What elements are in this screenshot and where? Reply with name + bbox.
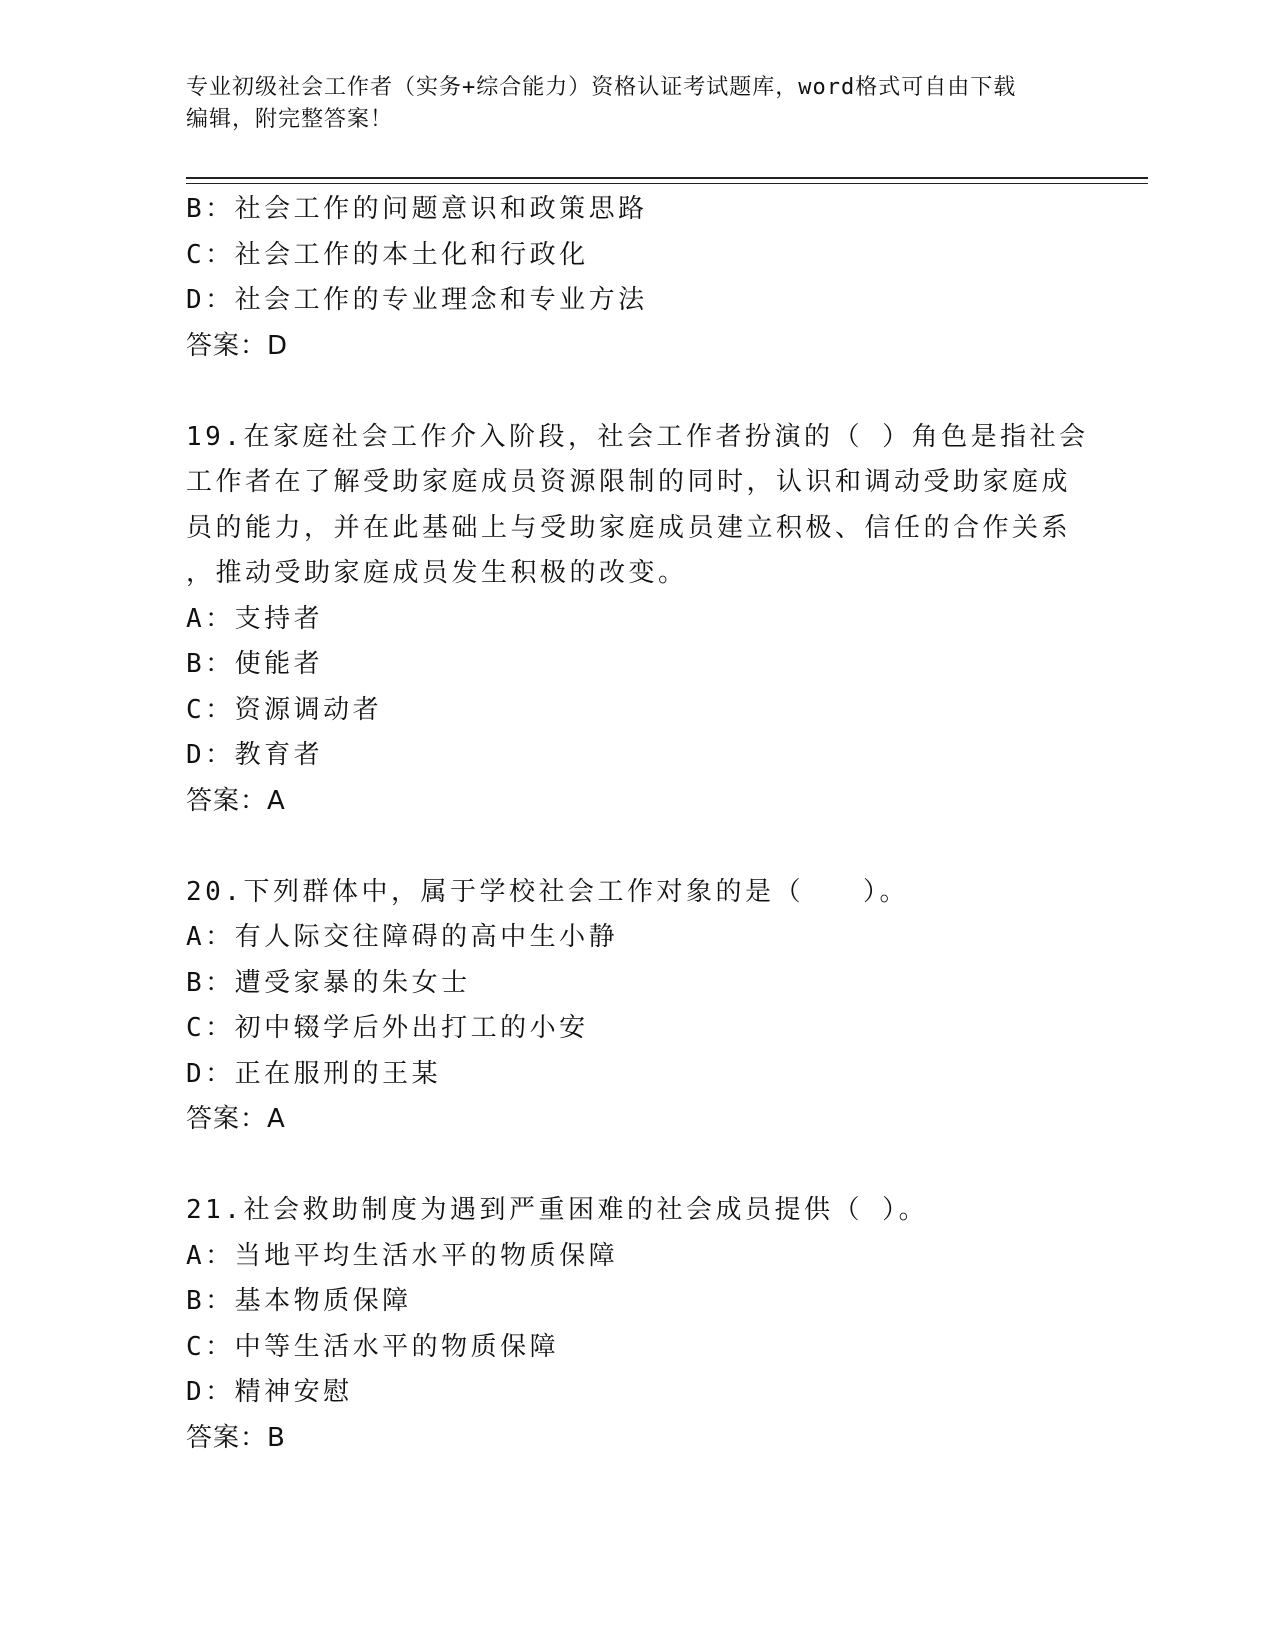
spacer [186, 369, 1066, 415]
document-header [186, 72, 1086, 136]
q19-stem-line-4: ，推动受助家庭成员发生积极的改变。 [186, 558, 688, 588]
q20-stem: 20.下列群体中，属于学校社会工作对象的是（ ）。 [186, 876, 909, 907]
q18-option-d: D：社会工作的专业理念和专业方法 [186, 285, 648, 315]
q19-stem-line-2: 工作者在了解受助家庭成员资源限制的同时，认识和调动受助家庭成 [186, 467, 1072, 497]
q19-option-b: B：使能者 [186, 649, 324, 679]
header-divider-thick [186, 177, 1148, 179]
q18-option-c: C：社会工作的本土化和行政化 [186, 239, 589, 270]
q21-option-d: D：精神安慰 [186, 1377, 353, 1407]
q21-option-b: B：基本物质保障 [186, 1286, 412, 1316]
q21-option-c: C：中等生活水平的物质保障 [186, 1331, 560, 1362]
question-18-block [186, 187, 1066, 369]
q20-option-a: A：有人际交往障碍的高中生小静 [186, 922, 619, 952]
spacer [186, 824, 1066, 870]
q19-option-c: C：资源调动者 [186, 694, 383, 725]
spacer [186, 1143, 1066, 1189]
q20-option-c: C：初中辍学后外出打工的小安 [186, 1013, 589, 1043]
q21-stem: 21.社会救助制度为遇到严重困难的社会成员提供（ ）。 [186, 1195, 929, 1225]
q20-option-b: B：遭受家暴的朱女士 [186, 967, 471, 998]
q20-option-d: D：正在服刑的王某 [186, 1058, 442, 1089]
header-line-1: 专业初级社会工作者（实务+综合能力）资格认证考试题库，word格式可自由下载 [186, 75, 1017, 100]
q20-answer: 答案：A [186, 1104, 286, 1134]
question-19-block [186, 415, 1089, 825]
q18-option-b: B：社会工作的问题意识和政策思路 [186, 194, 648, 224]
q19-option-d: D：教育者 [186, 740, 324, 770]
q21-answer: 答案：B [186, 1422, 286, 1453]
header-line-2: 编辑，附完整答案！ [186, 107, 394, 132]
question-21-block [186, 1188, 1066, 1461]
question-content [186, 187, 1089, 1461]
question-20-block [186, 870, 1066, 1143]
q19-option-a: A：支持者 [186, 603, 324, 634]
q19-stem-line-3: 员的能力，并在此基础上与受助家庭成员建立积极、信任的合作关系 [186, 512, 1072, 543]
q19-answer: 答案：A [186, 785, 286, 816]
q19-stem-line-1: 19.在家庭社会工作介入阶段，社会工作者扮演的（ ）角色是指社会 [186, 421, 1089, 452]
q21-option-a: A：当地平均生活水平的物质保障 [186, 1240, 619, 1271]
q18-answer: 答案：D [186, 330, 289, 361]
header-divider-thin [186, 183, 1148, 184]
